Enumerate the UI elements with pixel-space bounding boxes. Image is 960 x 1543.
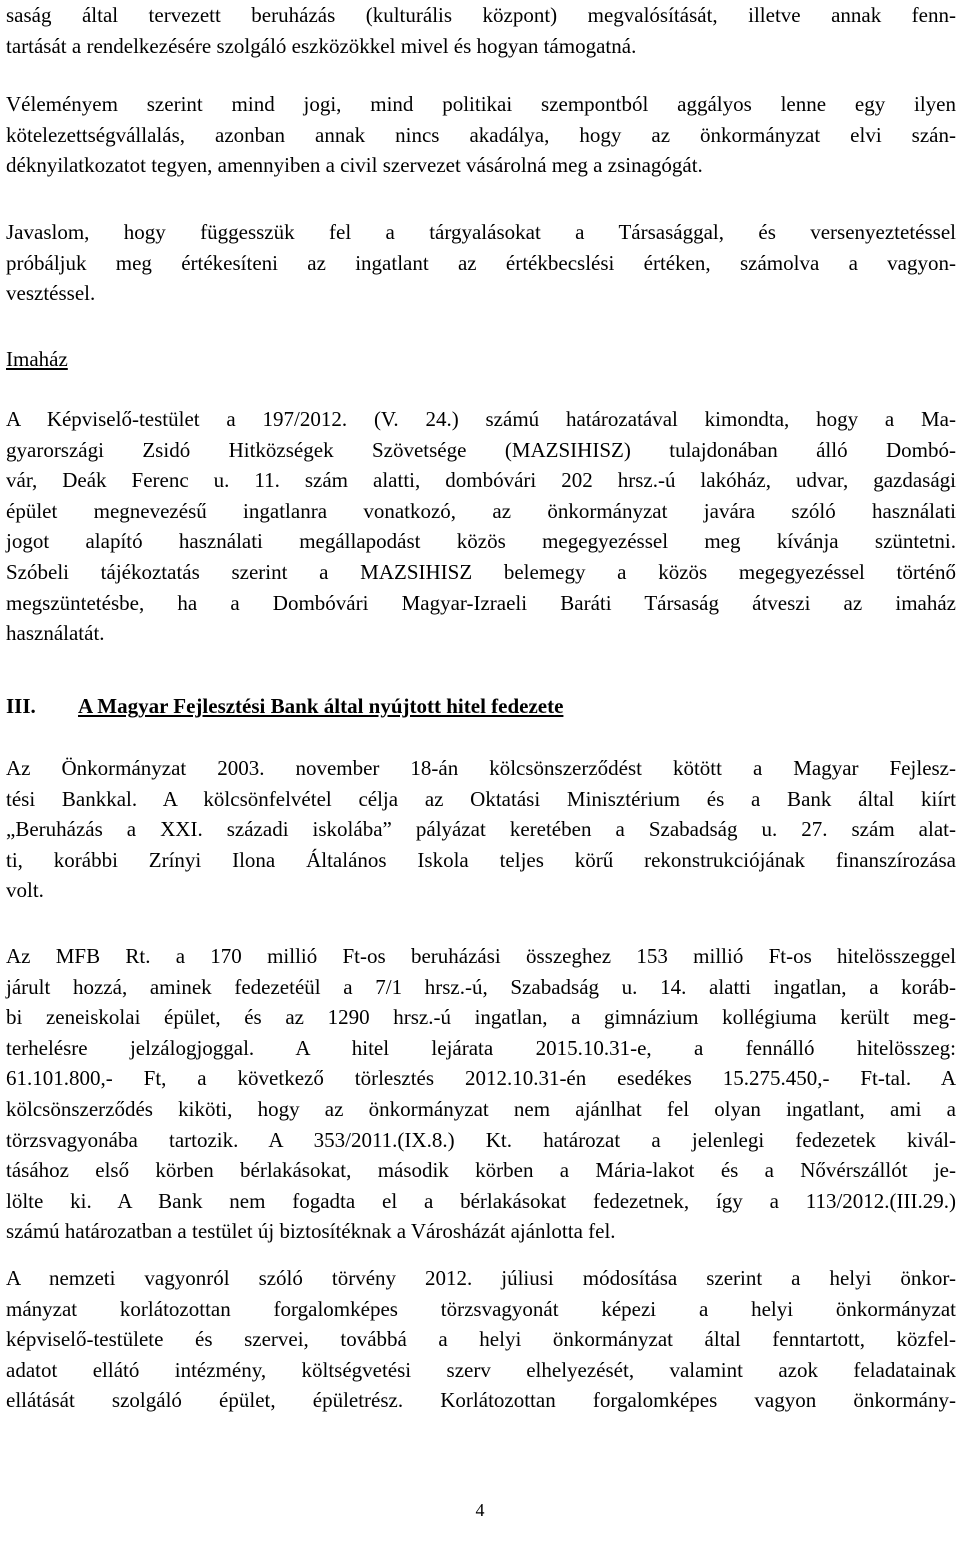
text-line: Szóbeli tájékoztatás szerint a MAZSIHISZ belemegy a közös megegyezéssel történő	[6, 559, 956, 584]
text-line: ellátását szolgáló épület, épületrész. Korlátozottan forgalomképes vagyon önkormány-	[6, 1388, 956, 1413]
text-line: vár, Deák Ferenc u. 11. szám alatti, dombóvári 202 hrsz.-ú lakóház, udvar, gazdasági	[6, 468, 956, 493]
text-line: számú határozatban a testület új biztosítéknak a Városházát ajánlotta fel.	[6, 1219, 616, 1244]
text-line: A nemzeti vagyonról szóló törvény 2012. júliusi módosítása szerint a helyi önkor-	[6, 1266, 956, 1290]
text-line: Az MFB Rt. a 170 millió Ft-os beruházási összeghez 153 millió Ft-os hitelösszeggel	[6, 944, 956, 968]
heading-imahaz: Imaház	[6, 347, 68, 371]
text-line: Véleményem szerint mind jogi, mind politikai szempontból aggályos lenne egy ilyen	[6, 92, 956, 116]
text-line: tartását a rendelkezésére szolgáló eszközökkel mivel és hogyan támogatná.	[6, 33, 637, 58]
paragraph-4	[6, 404, 956, 649]
text-line: járult hozzá, aminek fedezetéül a 7/1 hrsz.-ú, Szabadság u. 14. alatti ingatlan, a koráb-	[6, 974, 956, 999]
text-line: déknyilatkozatot tegyen, amennyiben a civil szervezet vásárolná meg a zsinagógát.	[6, 153, 703, 178]
paragraph-6	[6, 941, 956, 1247]
text-line: törzsvagyonába tartozik. A 353/2011.(IX.8.) Kt. határozat a jelenlegi fedezetek kivál-	[6, 1127, 956, 1152]
text-line: képviselő-testülete és szervei, továbbá a helyi önkormányzat által fenntartott, közfel-	[6, 1327, 956, 1352]
section-title: A Magyar Fejlesztési Bank által nyújtott hitel fedezete	[78, 694, 564, 718]
text-line: épület megnevezésű ingatlanra vonatkozó, az önkormányzat javára szóló használati	[6, 498, 956, 523]
section-number: III.	[6, 694, 36, 718]
text-line: tásához első körben bérlakásokat, második körben a Mária-lakot és a Nővérszállót je-	[6, 1158, 956, 1183]
text-line: próbáljuk meg értékesíteni az ingatlant az értékbecslési értéken, számolva a vagyon-	[6, 250, 956, 275]
text-line: kölcsönszerződés kiköti, hogy az önkormányzat nem ajánlhat fel olyan ingatlant, ami a	[6, 1096, 956, 1121]
text-line: volt.	[6, 878, 44, 903]
paragraph-7	[6, 1263, 956, 1416]
text-line: saság által tervezett beruházás (kulturális központ) megvalósítását, illetve annak fenn-	[6, 3, 956, 27]
text-line: 61.101.800,- Ft, a következő törlesztés 2012.10.31-én esedékes 15.275.450,- Ft-tal. A	[6, 1066, 956, 1091]
page-number: 4	[475, 1500, 485, 1520]
text-line: megszüntetésbe, ha a Dombóvári Magyar-Izraeli Baráti Társaság átveszi az imaház	[6, 590, 956, 615]
section-heading-iii	[6, 691, 563, 722]
text-line: lölte ki. A Bank nem fogadta el a bérlakásokat fedezetnek, így a 113/2012.(III.29.)	[6, 1188, 956, 1213]
paragraph-1	[6, 0, 956, 61]
paragraph-3	[6, 217, 956, 309]
text-line: mányzat korlátozottan forgalomképes törzsvagyonát képezi a helyi önkormányzat	[6, 1296, 956, 1321]
text-line: Az Önkormányzat 2003. november 18-án kölcsönszerződést kötött a Magyar Fejlesz-	[6, 756, 956, 780]
text-line: vesztéssel.	[6, 281, 96, 306]
text-line: A Képviselő-testület a 197/2012. (V. 24.) számú határozatával kimondta, hogy a Ma-	[6, 407, 956, 431]
text-line: ti, korábbi Zrínyi Ilona Általános Iskola teljes körű rekonstrukciójának finanszírozása	[6, 847, 956, 872]
paragraph-2	[6, 89, 956, 181]
text-line: terhelésre jelzálogjoggal. A hitel lejárata 2015.10.31-e, a fennálló hitelösszeg:	[6, 1035, 956, 1060]
text-line: bi zeneiskolai épület, és az 1290 hrsz.-ú ingatlan, a gimnázium kollégiuma került meg-	[6, 1005, 956, 1030]
text-line: „Beruházás a XXI. századi iskolába” pályázat keretében a Szabadság u. 27. szám alat-	[6, 817, 956, 842]
text-line: Javaslom, hogy függesszük fel a tárgyalásokat a Társasággal, és versenyeztetéssel	[6, 220, 956, 244]
text-line: tési Bankkal. A kölcsönfelvétel célja az Oktatási Minisztérium és a Bank által kiírt	[6, 786, 956, 811]
text-line: adatot ellátó intézmény, költségvetési szerv elhelyezését, valamint azok feladatainak	[6, 1357, 956, 1382]
text-line: használatát.	[6, 621, 105, 646]
text-line: jogot alapító használati megállapodást közös megegyezéssel meg kívánja szüntetni.	[6, 529, 956, 554]
text-line: kötelezettségvállalás, azonban annak nincs akadálya, hogy az önkormányzat elvi szán-	[6, 122, 956, 147]
text-line: gyarországi Zsidó Hitközségek Szövetsége (MAZSIHISZ) tulajdonában álló Dombó-	[6, 437, 956, 462]
paragraph-5	[6, 753, 956, 906]
